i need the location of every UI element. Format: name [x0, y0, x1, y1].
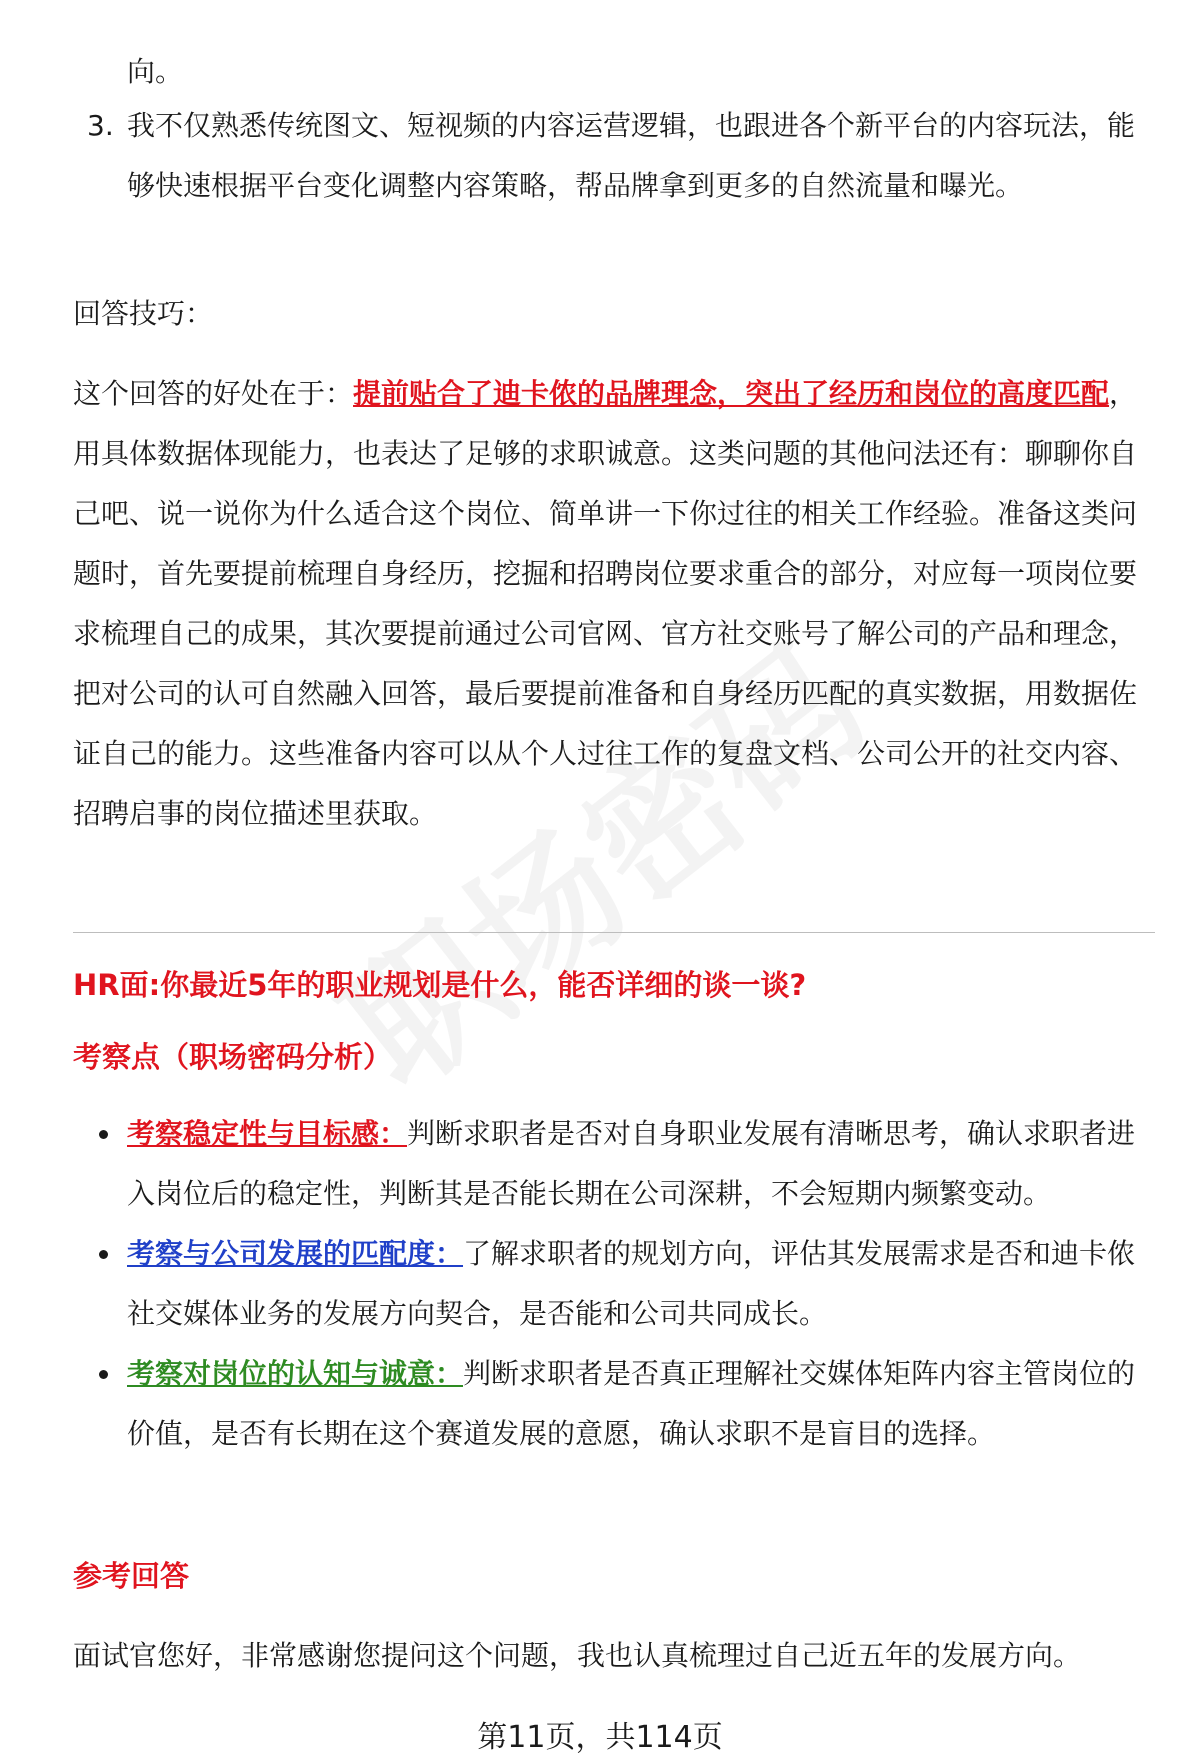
analysis-points: [73, 1104, 1153, 1464]
list-number: 3.: [87, 109, 114, 142]
tips-body: ，用具体数据体现能力，也表达了足够的求职诚意。这类问题的其他问法还有：聊聊你自己吧、说一说你为什么适合这个岗位、简单讲一下你过往的相关工作经验。准备这类问题时，首先要提前梳理自身经历，挖掘和招聘岗位要求重合的部分，对应每一项岗位要求梳理自己的成果，其次要提前通过公司官网、官方社交账号了解公司的产品和理念，把对公司的认可自然融入回答，最后要提前准备和自身经历匹配的真实数据，用数据佐证自己的能力。这些准备内容可以从个人过往工作的复盘文档、公司公开的社交内容、招聘启事的岗位描述里获取。: [73, 377, 1138, 830]
point-label: 考察稳定性与目标感：: [127, 1117, 408, 1150]
list-item-text: 我不仅熟悉传统图文、短视频的内容运营逻辑，也跟进各个新平台的内容玩法，能够快速根据平台变化调整内容策略，帮品牌拿到更多的自然流量和曝光。: [127, 109, 1136, 202]
tips-highlight: 提前贴合了迪卡侬的品牌理念，突出了经历和岗位的高度匹配: [353, 377, 1110, 410]
list-item: [73, 1104, 1153, 1224]
section-divider: [73, 932, 1155, 933]
question-title: HR面:你最近5年的职业规划是什么，能否详细的谈一谈?: [73, 968, 807, 1002]
list-item-3: [73, 96, 1153, 216]
point-label: 考察对岗位的认知与诚意：: [127, 1357, 464, 1390]
point-text: 判断求职者是否对自身职业发展有清晰思考，确认求职者进入岗位后的稳定性，判断其是否能长期在公司深耕，不会短期内频繁变动。: [127, 1117, 1136, 1210]
point-label: 考察与公司发展的匹配度：: [127, 1237, 464, 1270]
reference-text: 面试官您好，非常感谢您提问这个问题，我也认真梳理过自己近五年的发展方向。: [73, 1639, 1082, 1672]
tips-prefix: 这个回答的好处在于：: [73, 377, 354, 410]
page-number: 第11页，共114页: [477, 1720, 723, 1755]
reference-title: 参考回答: [73, 1559, 190, 1593]
intro-tail: 向。: [127, 55, 184, 88]
point-text: 判断求职者是否真正理解社交媒体矩阵内容主管岗位的价值，是否有长期在这个赛道发展的意愿，确认求职不是盲目的选择。: [127, 1357, 1136, 1450]
list-item: [73, 1344, 1153, 1464]
tips-label: 回答技巧：: [73, 297, 214, 330]
analysis-title: 考察点（职场密码分析）: [73, 1040, 393, 1074]
point-text: 了解求职者的规划方向，评估其发展需求是否和迪卡侬社交媒体业务的发展方向契合，是否能和公司共同成长。: [127, 1237, 1136, 1330]
list-item: [73, 1224, 1153, 1344]
tips-paragraph: [73, 364, 1153, 844]
